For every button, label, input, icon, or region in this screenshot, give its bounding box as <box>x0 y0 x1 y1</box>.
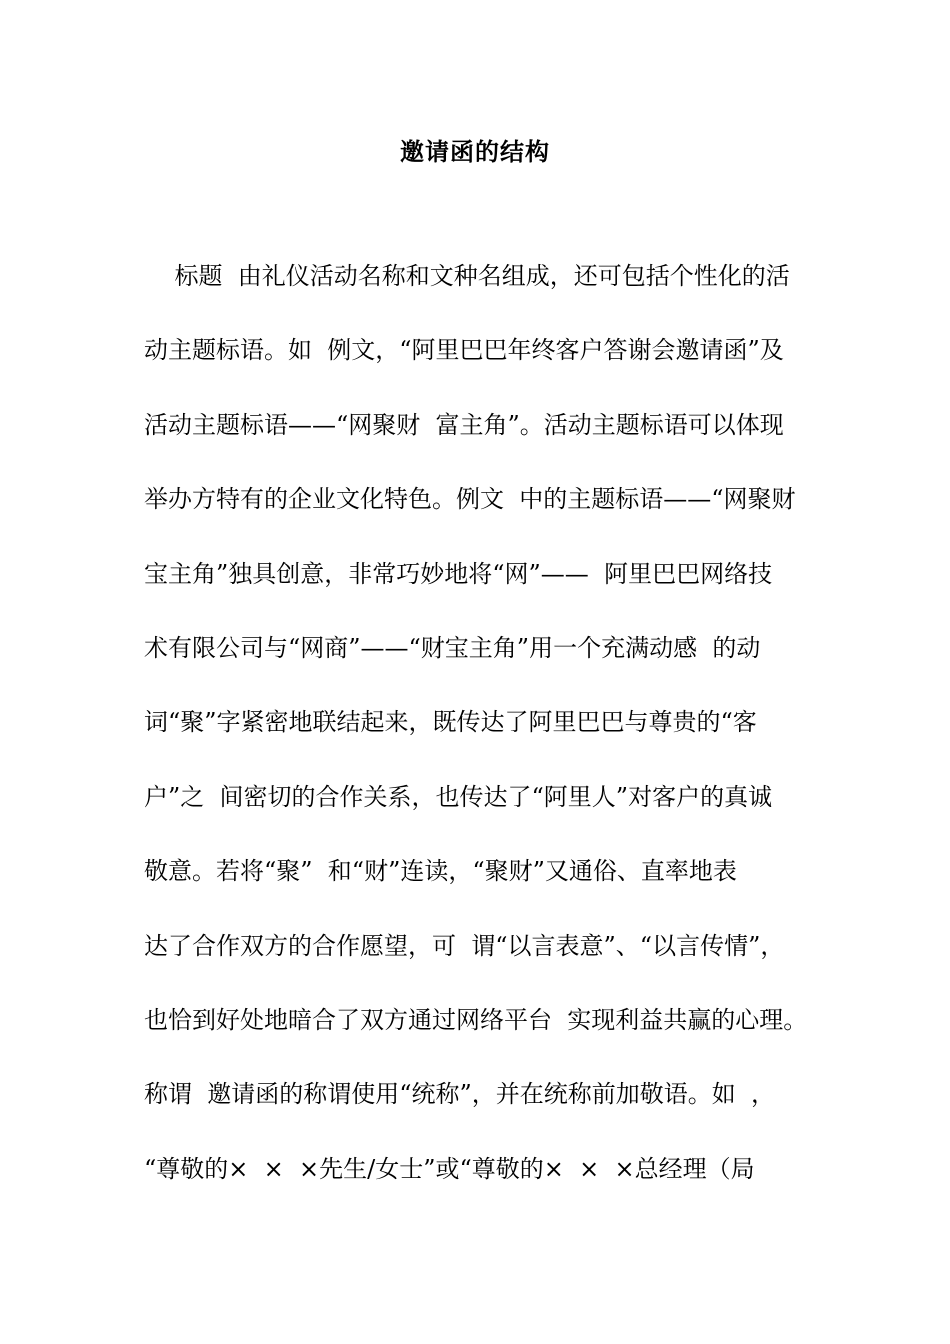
body-line-5: 宝主角”独具创意，非常巧妙地将“网”—— 阿里巴巴网络技 <box>144 559 773 588</box>
body-line-12: 称谓 邀请函的称谓使用“统称”，并在统称前加敬语。如 ， <box>144 1080 776 1109</box>
body-line-4: 举办方特有的企业文化特色。例文 中的主题标语——“网聚财 <box>144 485 796 514</box>
body-line-7: 词“聚”字紧密地联结起来，既传达了阿里巴巴与尊贵的“客 <box>144 708 757 737</box>
body-line-8: 户”之 间密切的合作关系，也传达了“阿里人”对客户的真诚 <box>144 782 773 811</box>
body-line-6: 术有限公司与“网商”——“财宝主角”用一个充满动感 的动 <box>144 633 761 662</box>
body-line-10: 达了合作双方的合作愿望，可 谓“以言表意”、“以言传情”， <box>144 931 785 960</box>
body-line-3: 活动主题标语——“网聚财 富主角”。活动主题标语可以体现 <box>144 410 784 439</box>
body-line-13: “尊敬的× × ×先生/女士”或“尊敬的× × ×总经理（局 <box>144 1154 755 1183</box>
document-title: 邀请函的结构 <box>400 137 550 166</box>
document-body <box>144 256 844 1223</box>
body-line-2: 动主题标语。如 例文，“阿里巴巴年终客户答谢会邀请函”及 <box>144 336 784 365</box>
body-line-1: 标题 由礼仪活动名称和文种名组成，还可包括个性化的活 <box>144 262 790 290</box>
body-line-9: 敬意。若将“聚” 和“财”连读，“聚财”又通俗、直率地表 <box>144 857 737 886</box>
body-line-11: 也恰到好处地暗合了双方通过网络平台 实现利益共赢的心理。 <box>144 1005 808 1034</box>
